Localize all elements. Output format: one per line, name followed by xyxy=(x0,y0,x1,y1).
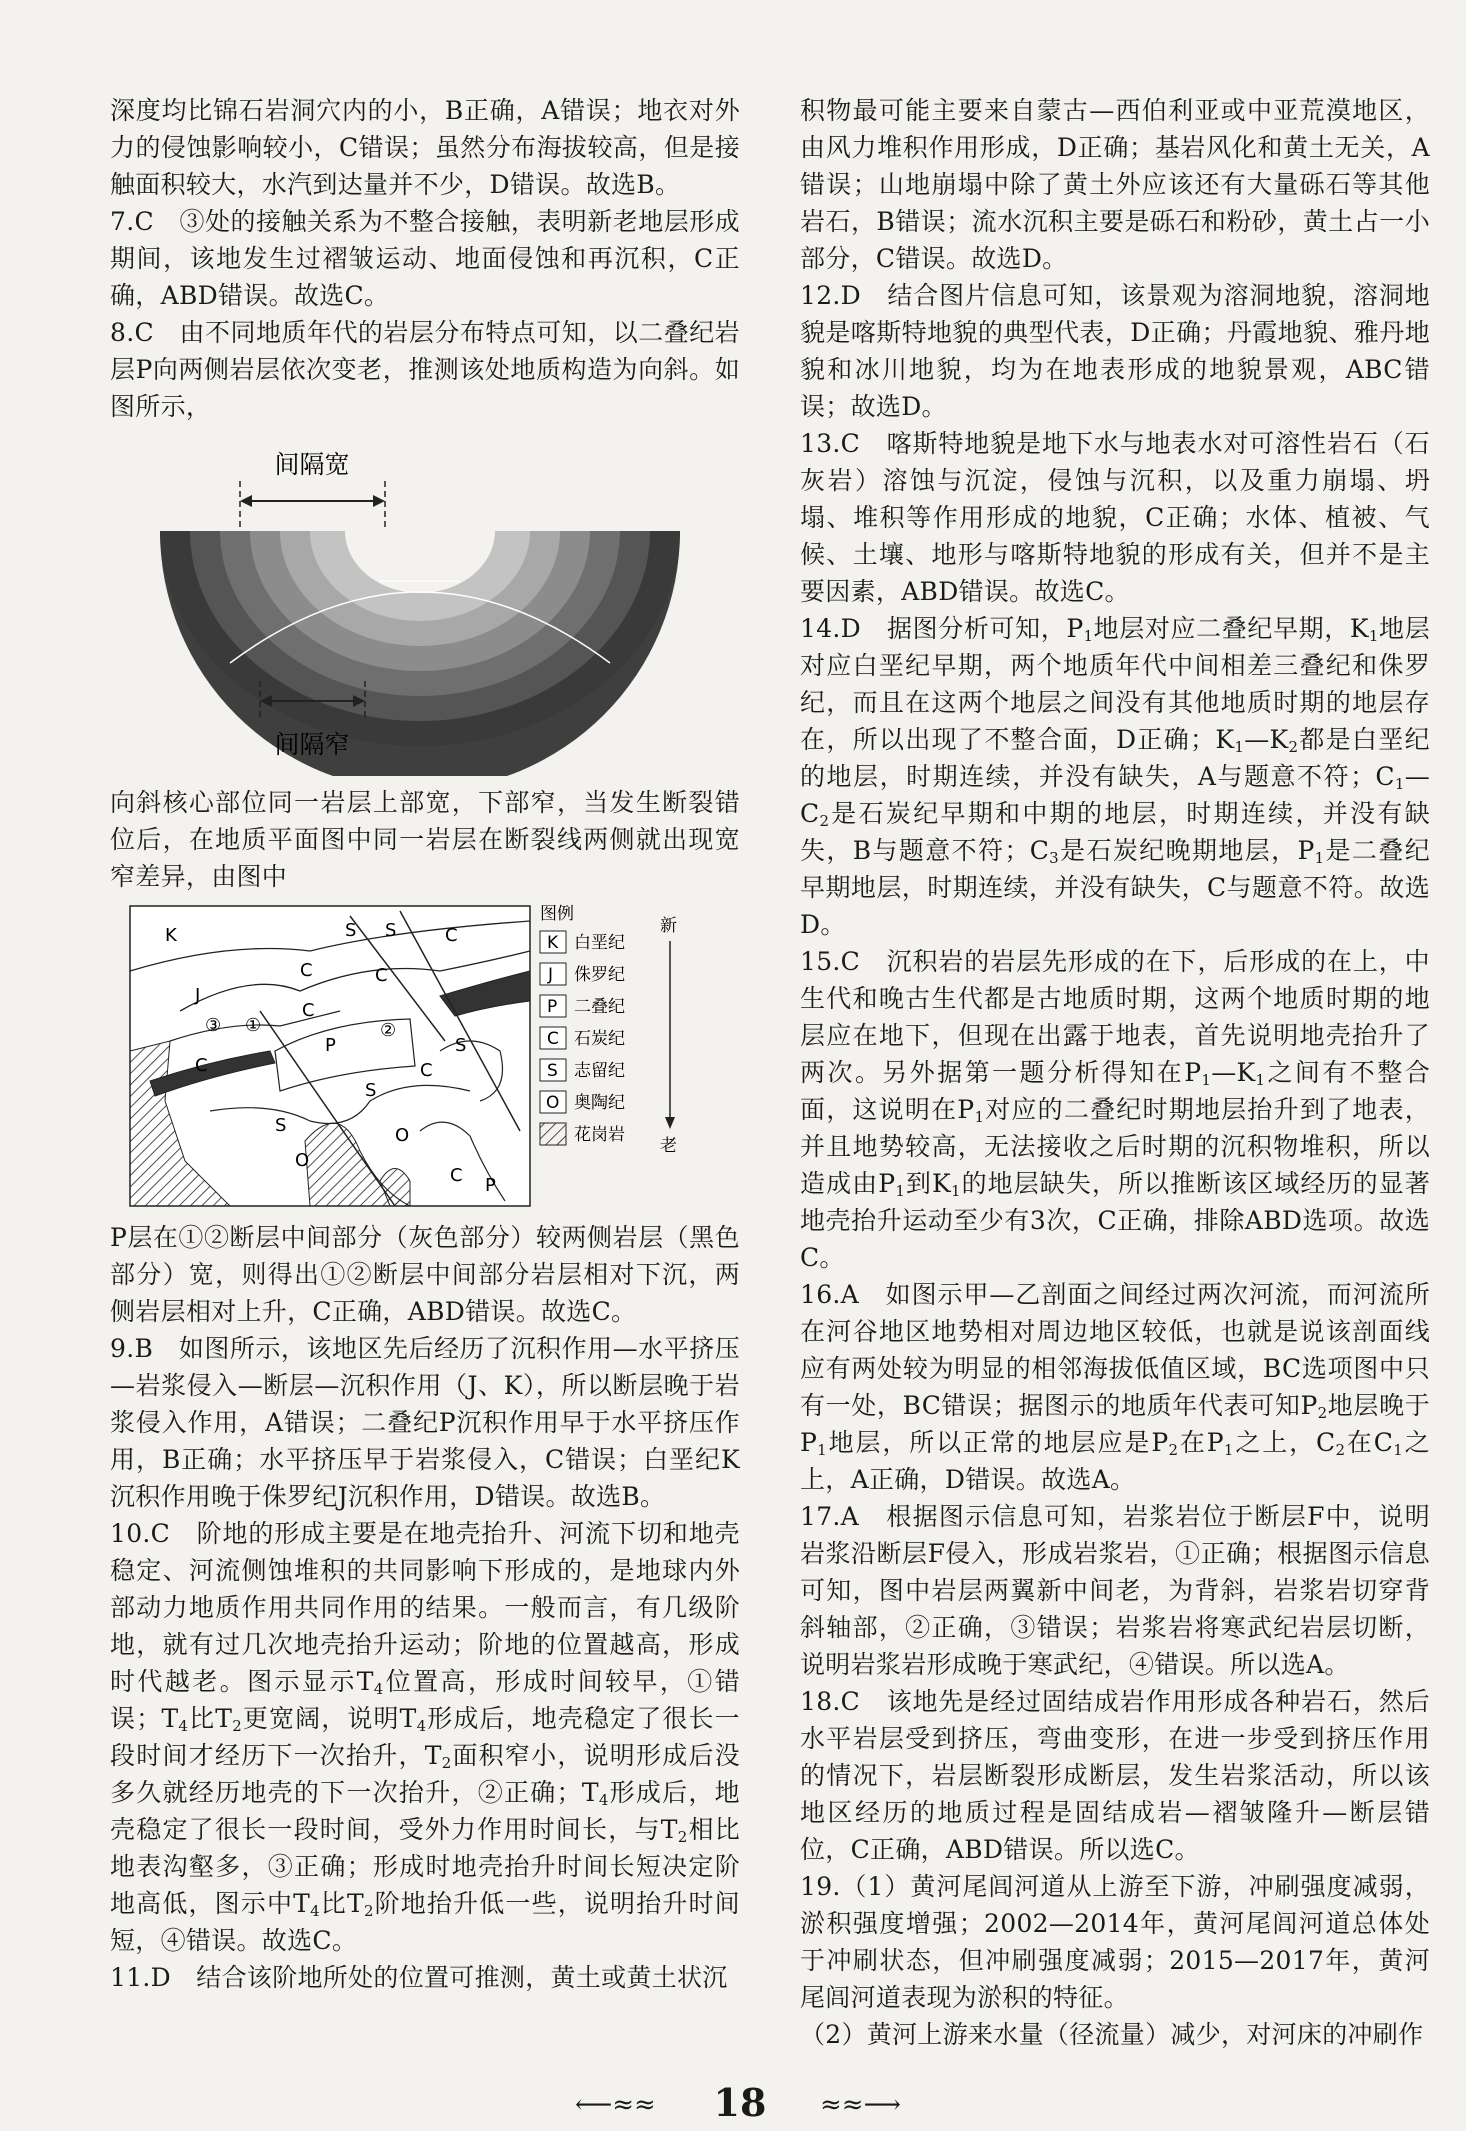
map-label-S-right: S xyxy=(455,1035,467,1056)
answer-q9: 9.B 如图所示，该地区先后经历了沉积作用—水平挤压—岩浆侵入—断层—沉积作用（J、K），所以断层晚于岩浆侵入作用，A错误；二叠纪P沉积作用早于水平挤压作用，B正确；水平挤压早于岩浆侵入，C错误；白垩纪K沉积作用晚于侏罗纪J沉积作用，D错误。故选B。 xyxy=(110,1334,740,1511)
legend-code-3: C xyxy=(547,1029,559,1049)
map-label-S-low: S xyxy=(275,1115,287,1136)
map-label-C-left: C xyxy=(195,1055,208,1076)
map-label-C-low: C xyxy=(450,1165,463,1186)
answer-q17: 17.A 根据图示信息可知，岩浆岩位于断层F中，说明岩浆沿断层F侵入，形成岩浆岩，①正确；根据图示信息可知，图中岩层两翼新中间老，为背斜，岩浆岩切穿背斜轴部，②正确，③错误；岩浆岩将寒武纪岩层切断，说明岩浆岩形成晚于寒武纪，④错误。所以选A。 xyxy=(800,1502,1430,1679)
answer-q8-cont: 向斜核心部位同一岩层上部宽，下部窄，当发生断裂错位后，在地质平面图中同一岩层在断裂线两侧就出现宽窄差异，由图中 xyxy=(110,788,740,891)
legend-name-3: 石炭纪 xyxy=(574,1029,625,1049)
answer-q11-cont: 积物最可能主要来自蒙古—西伯利亚或中亚荒漠地区，由风力堆积作用形成，D正确；基岩风化和黄土无关，A错误；山地崩塌中除了黄土外应该还有大量砾石等其他岩石，B错误；流水沉积主要是砾石和粉砂，黄土占一小部分，C错误。故选D。 xyxy=(800,96,1430,273)
answer-q19-1: 19.（1）黄河尾闾河道从上游至下游，冲刷强度减弱，淤积强度增强；2002—2014年，黄河尾闾河道总体处于冲刷状态，但冲刷强度减弱；2015—2017年，黄河尾闾河道表现为淤积的特征。 xyxy=(800,1872,1430,2012)
map-label-C-mid2: C xyxy=(375,965,388,986)
legend-code-4: S xyxy=(547,1061,558,1081)
legend-new: 新 xyxy=(660,916,677,936)
legend-name-6: 花岗岩 xyxy=(574,1125,625,1145)
map-label-C-mid3: C xyxy=(420,1060,433,1081)
legend-code-1: J xyxy=(548,965,554,985)
answer-q11-start: 11.D 结合该阶地所处的位置可推测，黄土或黄土状沉 xyxy=(110,1963,728,1992)
legend-old: 老 xyxy=(660,1136,677,1156)
answer-q8-conclusion: P层在①②断层中间部分（灰色部分）较两侧岩层（黑色部分）宽，则得出①②断层中间部分岩层相对下沉，两侧岩层相对上升，C正确，ABD错误。故选C。 xyxy=(110,1223,740,1326)
map-label-K: K xyxy=(165,925,177,946)
map-label-O-low: O xyxy=(295,1150,310,1171)
answer-q8: 8.C 由不同地质年代的岩层分布特点可知，以二叠纪岩层P向两侧岩层依次变老，推测该处地质构造为向斜。如图所示， xyxy=(110,318,740,421)
answer-q13: 13.C 喀斯特地貌是地下水与地表水对可溶性岩石（石灰岩）溶蚀与沉淀，侵蚀与沉积，以及重力崩塌、坍塌、堆积等作用形成的地貌，C正确；水体、植被、气候、土壤、地形与喀斯特地貌的形成有关，但并不是主要因素，ABD错误。故选C。 xyxy=(800,429,1430,606)
answer-q10: 10.C 阶地的形成主要是在地壳抬升、河流下切和地壳稳定、河流侧蚀堆积的共同影响下形成的，是地球内外部动力地质作用共同作用的结果。一般而言，有几级阶地，就有过几次地壳抬升运动；阶地的位置越高，形成时代越老。图示显示$T_4$位置高，形成时间较早，①错误；$T_4$比$T_2$更宽阔，说明$T_4$形成后，地壳稳定了很长一段时间才经历下一次抬升，$T_2$面积窄小，说明形成后没多久就经历地壳的下一次抬升，②正确；$T_4$形成后，地壳稳定了很长一段时间，受外力作用时间长，与$T_2$相比地表沟壑多，③正确；形成时地壳抬升时间长短决定阶地高低，图示中$T_4$比$T_2$阶地抬升低一些，说明抬升时间短，④错误。故选C。 xyxy=(110,1519,740,1955)
ornament-left-icon: ⟵≈≈ xyxy=(575,2090,656,2120)
map-label-c3: ③ xyxy=(205,1015,222,1036)
answer-q18: 18.C 该地先是经过固结成岩作用形成各种岩石，然后水平岩层受到挤压，弯曲变形，在进一步受到挤压作用的情况下，岩层断裂形成断层，发生岩浆活动，所以该地区经历的地质过程是固结成岩—褶皱隆升—断层错位，C正确，ABD错误。所以选C。 xyxy=(800,1687,1430,1864)
answer-q14: 14.D 据图分析可知，$P_1$地层对应二叠纪早期，$K_1$地层对应白垩纪早期，两个地质年代中间相差三叠纪和侏罗纪，而且在这两个地层之间没有其他地质时期的地层存在，所以出现了不整合面，D正确；$K_1—K_2$都是白垩纪的地层，时期连续，并没有缺失，A与题意不符；$C_1—C_2$是石炭纪早期和中期的地层，时期连续，并没有缺失，B与题意不符；$C_3$是石炭纪晚期地层，$P_1$是二叠纪早期地层，时期连续，并没有缺失，C与题意不符。故选D。 xyxy=(800,614,1430,939)
map-label-P-mid: P xyxy=(325,1035,336,1056)
map-label-C-mid: C xyxy=(302,1000,315,1021)
left-column xyxy=(110,92,740,1996)
map-label-C-right: C xyxy=(445,925,458,946)
legend-name-2: 二叠纪 xyxy=(574,997,625,1017)
map-label-S-mid: S xyxy=(365,1080,377,1101)
geologic-map xyxy=(110,901,740,1211)
map-label-S-top2: S xyxy=(385,920,397,941)
syncline-svg xyxy=(110,431,740,776)
page-number: 18 xyxy=(713,2080,767,2125)
legend-code-0: K xyxy=(547,933,559,953)
answer-q16: 16.A 如图示甲—乙剖面之间经过两次河流，而河流所在河谷地区地势相对周边地区较低，也就是说该剖面线应有两处较为明显的相邻海拔低值区域，BC选项图中只有一处，BC错误；据图示的地质年代表可知$P_2$地层晚于$P_1$地层，所以正常的地层应是$P_2$在$P_1$之上，$C_2$在$C_1$之上，A正确，D错误。故选A。 xyxy=(800,1280,1431,1494)
legend-name-4: 志留纪 xyxy=(574,1061,625,1081)
map-label-P-right: P xyxy=(450,970,461,991)
map-label-S-top: S xyxy=(345,920,357,941)
ornament-right-icon: ≈≈⟶ xyxy=(820,2090,901,2120)
map-label-c1: ① xyxy=(245,1015,262,1036)
map-label-c2: ② xyxy=(380,1020,397,1041)
legend-name-5: 奥陶纪 xyxy=(574,1093,625,1113)
answer-q15: 15.C 沉积岩的岩层先形成的在下，后形成的在上，中生代和晚古生代都是古地质时期，这两个地质时期的地层应在地下，但现在出露于地表，首先说明地壳抬升了两次。另外据第一题分析得知在$P_1—K_1$之间有不整合面，这说明在$P_1$对应的二叠纪时期地层抬升到了地表，并且地势较高，无法接收之后时期的沉积物堆积，所以造成由$P_1$到$K_1$的地层缺失，所以推断该区域经历的显著地壳抬升运动至少有3次，C正确，排除ABD选项。故选C。 xyxy=(800,947,1430,1272)
legend-code-2: P xyxy=(547,997,558,1017)
syncline-diagram xyxy=(110,431,740,776)
answer-q19-2: （2）黄河上游来水量（径流量）减少，对河床的冲刷作 xyxy=(800,2020,1424,2049)
legend-title: 图例 xyxy=(540,904,574,924)
legend-name-1: 侏罗纪 xyxy=(574,965,625,985)
map-label-P-low: P xyxy=(485,1175,496,1196)
map-label-O-mid: O xyxy=(395,1125,410,1146)
right-column xyxy=(800,92,1430,2053)
legend-code-5: O xyxy=(546,1093,560,1113)
answer-q7: 7.C ③处的接触关系为不整合接触，表明新老地层形成期间，该地发生过褶皱运动、地面侵蚀和再沉积，C正确，ABD错误。故选C。 xyxy=(110,207,740,310)
map-label-J: J xyxy=(195,985,201,1006)
answer-q12: 12.D 结合图片信息可知，该景观为溶洞地貌，溶洞地貌是喀斯特地貌的典型代表，D正确；丹霞地貌、雅丹地貌和冰川地貌，均为在地表形成的地貌景观，ABC错误；故选D。 xyxy=(800,281,1430,421)
label-wide-gap: 间隔宽 xyxy=(274,450,350,479)
legend-name-0: 白垩纪 xyxy=(574,933,625,953)
geologic-map-svg xyxy=(110,901,740,1211)
label-narrow-gap: 间隔窄 xyxy=(274,730,350,759)
map-label-C-top: C xyxy=(300,960,313,981)
paragraph-q6-tail: 深度均比锦石岩洞穴内的小，B正确，A错误；地衣对外力的侵蚀影响较小，C错误；虽然分布海拔较高，但是接触面积较大，水汽到达量并不少，D错误。故选B。 xyxy=(110,96,740,199)
